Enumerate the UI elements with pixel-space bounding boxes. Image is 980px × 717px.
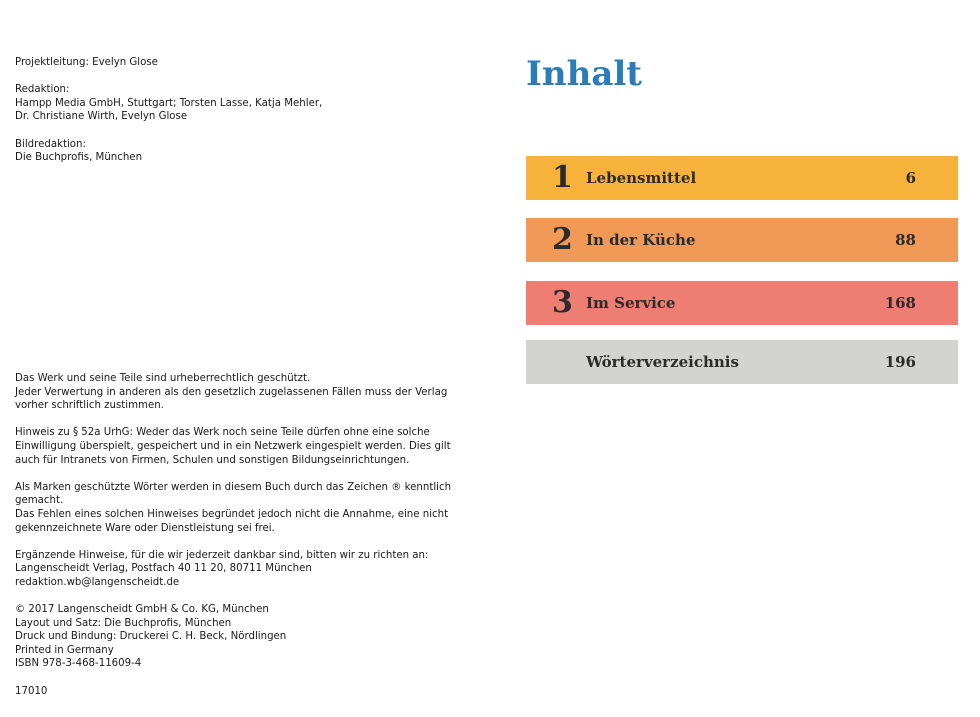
picture-editing-heading: Bildredaktion: [15,138,86,150]
toc-label: Lebensmittel [586,169,697,187]
imprint-line-4: Printed in Germany [15,644,114,656]
project-lead-line: Projektleitung: Evelyn Glose [15,57,158,68]
hint-line-1: Hinweis zu § 52a UrhG: Weder das Werk noch seine Teile dürfen ohne eine solche [15,427,430,439]
toc-label: Wörterverzeichnis [586,353,739,371]
marks-line-4: gekennzeichnete Ware oder Dienstleistung sei frei. [15,522,275,534]
contact-email: redaktion.wb@langenscheidt.de [15,576,180,588]
copyright-line-1: Das Werk und seine Teile sind urheberrechtlich geschützt. [15,373,311,384]
imprint-line-2: Layout und Satz: Die Buchprofis, München [15,617,232,629]
editorial-line-1: Hampp Media GmbH, Stuttgart; Torsten Lasse, Katja Mehler, [15,97,323,109]
marks-line-3: Das Fehlen eines solchen Hinweises begründet jedoch nicht die Annahme, eine nicht [15,508,449,520]
toc-label: In der Küche [586,231,696,249]
toc-entry-in-der-kueche[interactable] [526,218,958,262]
picture-editing-line: Die Buchprofis, München [15,152,143,164]
toc-number: 1 [552,160,573,195]
credits-block [15,56,485,165]
toc-page-number: 88 [895,231,916,249]
toc-number: 3 [552,285,573,320]
print-code: 17010 [15,685,48,697]
toc-entry-woerterverzeichnis[interactable] [526,340,958,384]
toc-label: Im Service [586,294,676,312]
editorial-heading: Redaktion: [15,84,70,96]
contact-line-2: Langenscheidt Verlag, Postfach 40 11 20, 80711 München [15,563,312,575]
imprint-line-1: © 2017 Langenscheidt GmbH & Co. KG, München [15,604,269,616]
marks-line-2: gemacht. [15,495,64,507]
editorial-line-2: Dr. Christiane Wirth, Evelyn Glose [15,111,188,123]
imprint-page [15,0,485,717]
contact-line-1: Ergänzende Hinweise, für die wir jederzeit dankbar sind, bitten wir zu richten an: [15,549,429,561]
toc-page-number: 6 [905,169,916,187]
marks-line-1: Als Marken geschützte Wörter werden in diesem Buch durch das Zeichen ® kenntlich [15,481,452,493]
copyright-line-3: vorher schriftlich zustimmen. [15,400,164,412]
imprint-line-3: Druck und Bindung: Druckerei C. H. Beck, Nördlingen [15,631,287,643]
toc-number: 2 [552,222,573,257]
toc-page-number: 168 [884,294,916,312]
toc-entry-im-service[interactable] [526,281,958,325]
isbn-line: ISBN 978-3-468-11609-4 [15,658,142,670]
legal-block [15,372,485,698]
toc-entry-lebensmittel[interactable] [526,156,958,200]
contents-title: Inhalt [526,54,642,94]
copyright-line-2: Jeder Verwertung in anderen als den gesetzlich zugelassenen Fällen muss der Verlag [15,386,448,398]
toc-page-number: 196 [884,353,916,371]
hint-line-2: Einwilligung überspielt, gespeichert und in ein Netzwerk eingespielt werden. Dies gilt [15,440,451,452]
hint-line-3: auch für Intranets von Firmen, Schulen und sonstigen Bildungseinrichtungen. [15,454,410,466]
